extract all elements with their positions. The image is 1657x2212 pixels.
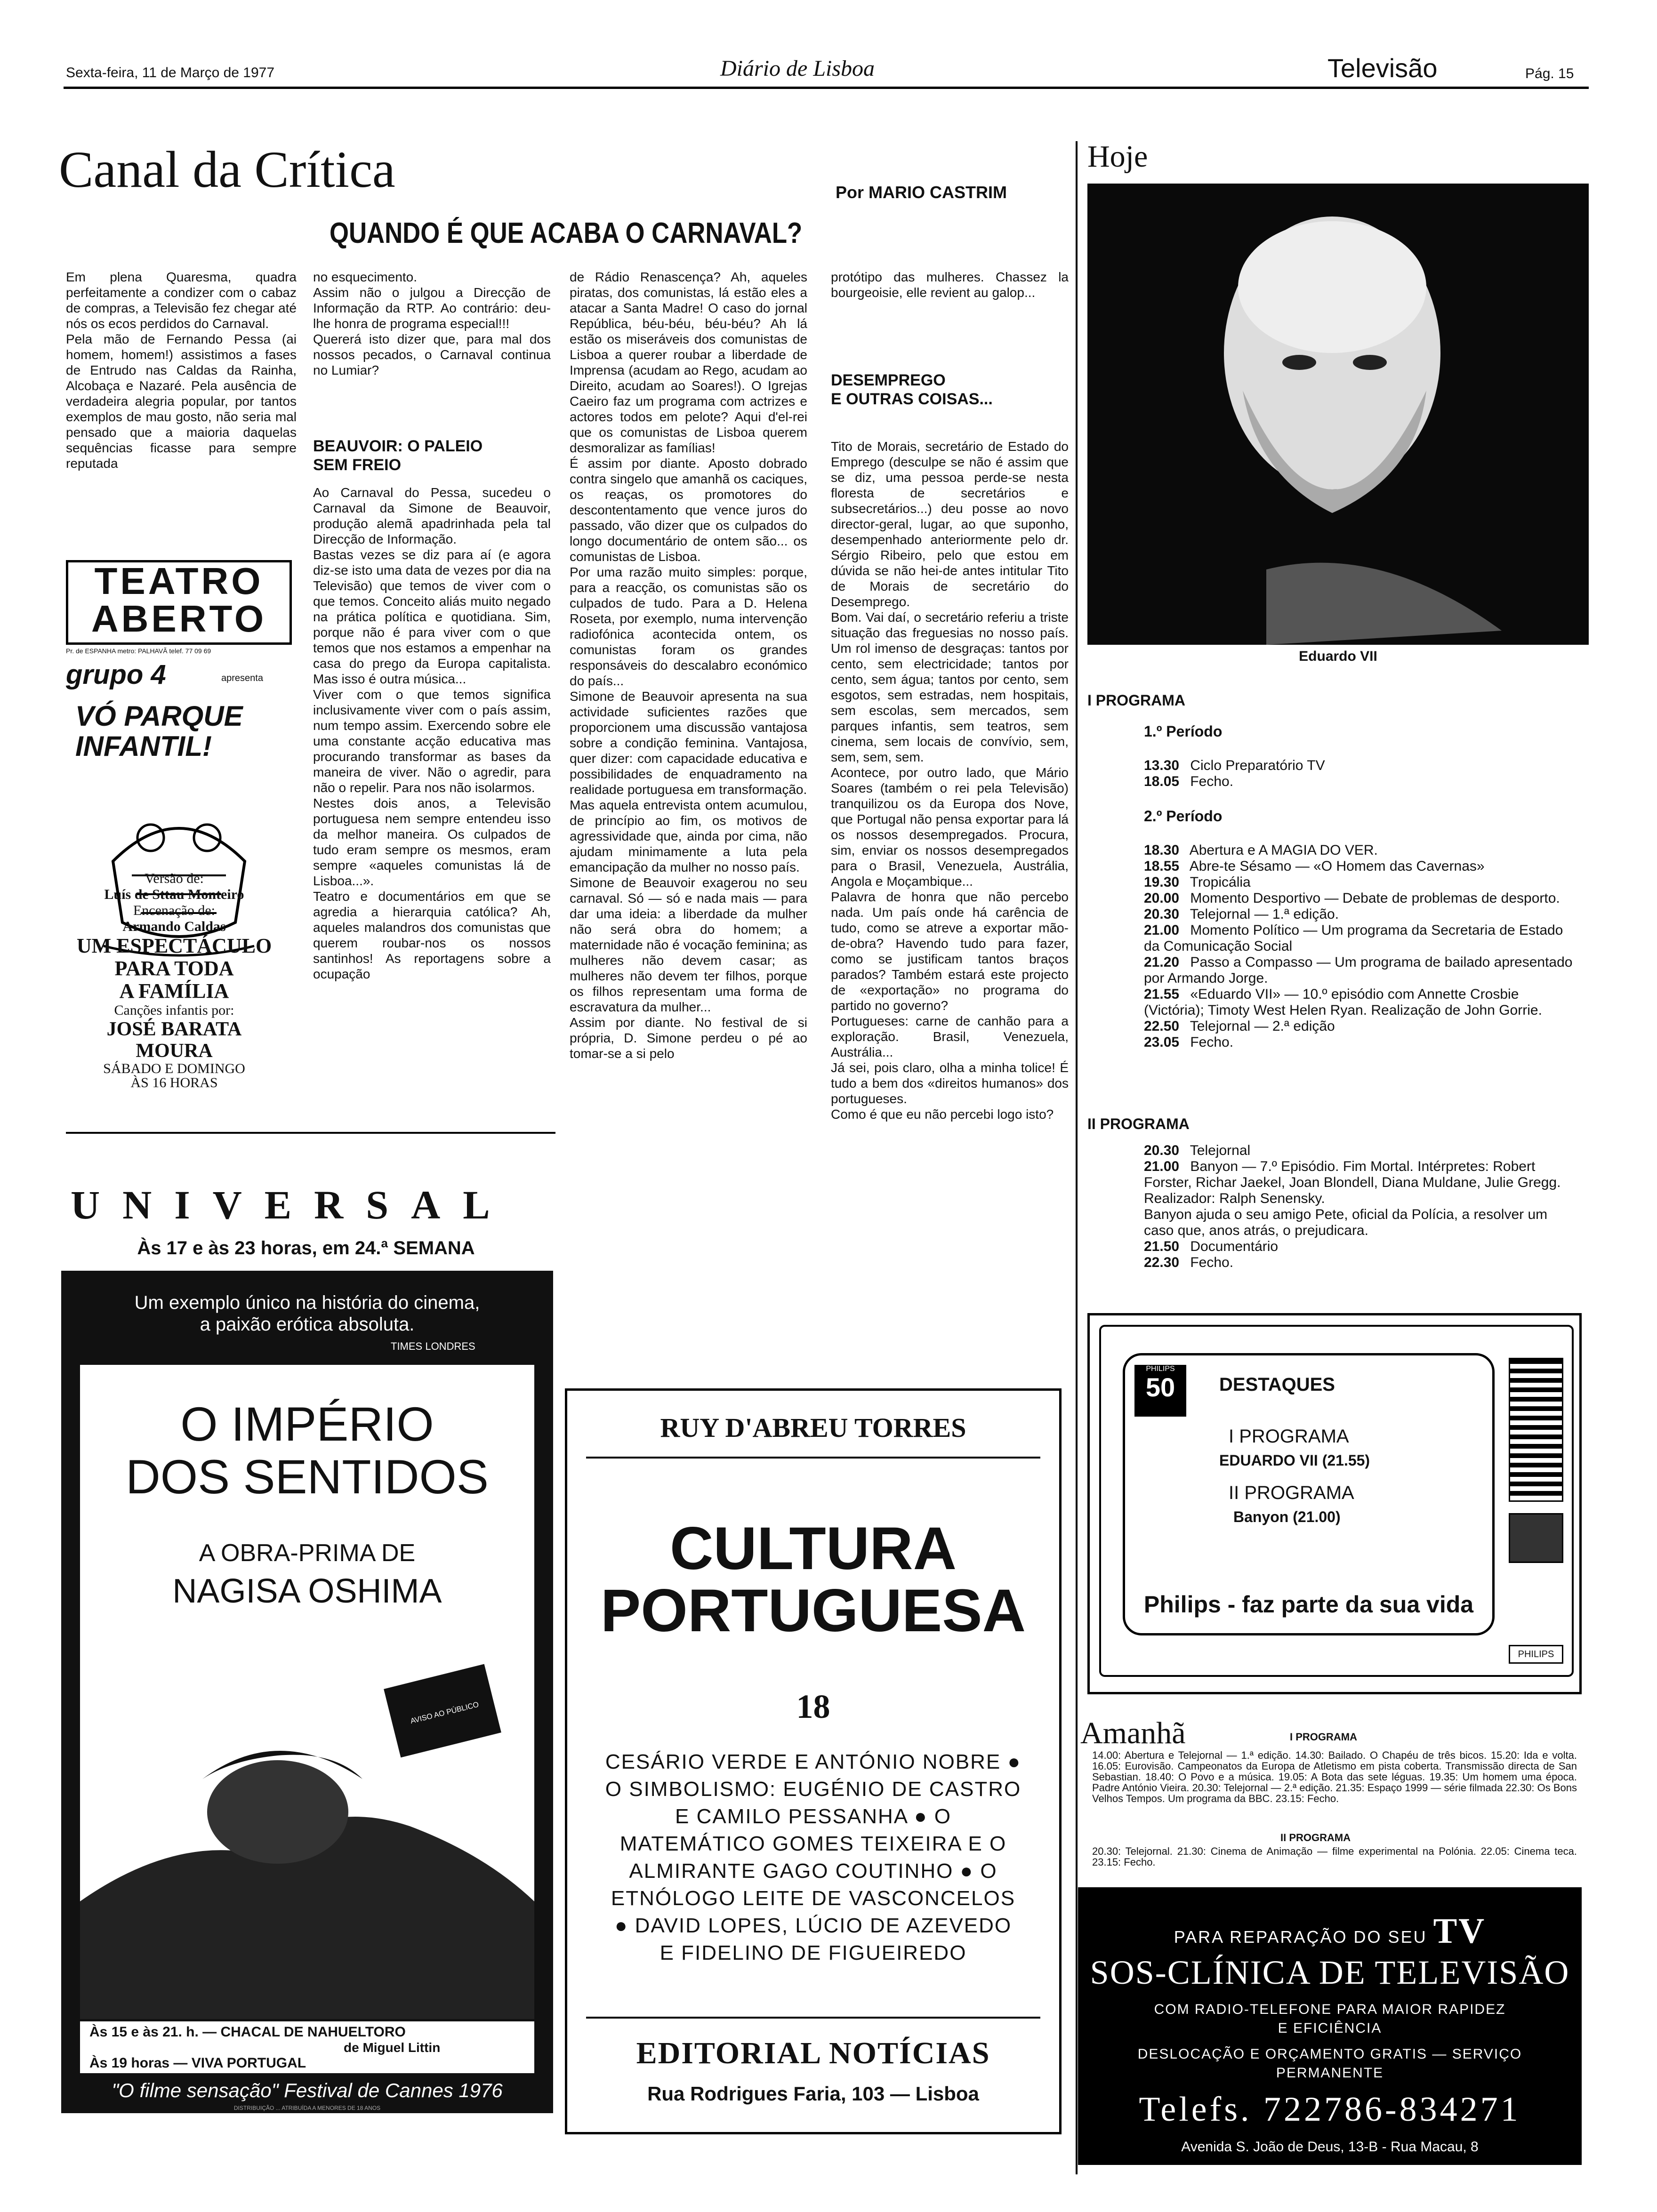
destaques-prog1-show: EDUARDO VII (21.55) (1219, 1452, 1370, 1469)
listing-row: 18.05 Fecho. (1144, 774, 1234, 789)
listing-row: 21.55 «Eduardo VII» — 10.º episódio com Annette Crosbie (Victória); Timoty West Helen Ryan. Realização de John Gorrie. (1144, 986, 1542, 1018)
teatro-logo: TEATRO ABERTO (66, 560, 292, 645)
teatro-aberto-ad (66, 560, 292, 1106)
article-col4a: protótipo das mulheres. Chassez la bourgeoisie, elle revient au galop... (831, 270, 1069, 300)
direction-label: Encenação de: (133, 903, 216, 918)
version-author: Luís de Sttau Monteiro (104, 887, 244, 902)
book-rule-bottom (586, 2017, 1040, 2019)
issue-date: Sexta-feira, 11 de Março de 1977 (66, 65, 275, 80)
direction-name: Armando Caldas (122, 919, 226, 934)
listing-row: 13.30 Ciclo Preparatório TV (1144, 758, 1325, 773)
schedule: SÁBADO E DOMINGO ÀS 16 HORAS (103, 1061, 245, 1090)
listing-row: 20.30 Telejornal (1144, 1143, 1251, 1158)
philips-ad (1087, 1313, 1582, 1694)
book-volume: 18 (796, 1688, 830, 1725)
listing-row: 22.50 Telejornal — 2.ª edição (1144, 1018, 1335, 1034)
sos-line2: COM RADIO-TELEFONE PARA MAIOR RAPIDEZ E EFICIÊNCIA (1154, 2002, 1506, 2036)
section-rule (66, 1132, 555, 1134)
period1-list (1144, 758, 1577, 790)
presents-label: apresenta (221, 673, 263, 683)
destaques-prog2-show: Banyon (21.00) (1233, 1508, 1341, 1525)
listing-row: 21.00 Momento Político — Um programa da Secretaria de Estado da Comunicação Social (1144, 922, 1563, 954)
article-col3: de Rádio Renascença? Ah, aqueles piratas, dos comunistas, lá estão eles a atacar a Santa Madre! O caso do jornal República, béu-béu, béu-béu? Ah lá estão os miseráveis dos comunistas de Lisboa a querer roubar a liberdade de Imprensa (acudam ao Rego, acudam ao Direito, acudam ao Soares!). O Igrejas Caeiro faz um programa com actrizes e actores todos em pelote? Aqui d'el-rei que os comunistas de Lisboa querem desmoralizar as famílias! É assim por diante. Aposto dobrado contra singelo que amanhã os caciques, os reaças, os promotores do descontentamento que vence juros do passado, vão dizer que os culpados do longo documentário de ontem são... os comunistas de Lisboa. Por uma razão muito simples: porque, para a reacção, os comunistas são os culpados de tudo. Para a D. Helena Roseta, por exemplo, numa intervenção radiofónica acontecida ontem, os comunistas foram os grandes responsáveis do descalabro económico do país... Simone de Beauvoir apresenta na sua actividade suficientes razões que proporcionem uma discussão vantajosa sobre a condição feminina. Vantajosa, quer dizer: com capacidade educativa e possibilidades de enquadramento na realidade portuguesa em transformação. Mas aquela entrevista ontem acumulou, de princípio ao fim, os motivos de agressividade que, ainda por cima, não ajudam minimamente a luta pela emancipação da mulher no nosso país. Simone de Beauvoir exagerou no seu carnaval. Só — só e nada mais — para dar uma ideia: a liberdade da mulher não será obra do homem; a maternidade não é vocação feminina; as mulheres não devem casar; as mulheres não devem ter filhos, porque os filhos representam uma forma de escravatura da mulher... Assim por diante. No festival de si própria, D. Simone perdeu o pé ao tomar-se a si pelo (570, 270, 807, 1061)
festival-line: "O filme sensação" Festival de Cannes 1976 (112, 2079, 503, 2101)
section-title: Televisão (1327, 53, 1438, 83)
ad-footer: DISTRIBUIÇÃO ... ATRIBUÍDA A MENORES DE 18 ANOS (233, 2105, 381, 2111)
tagline: UM ESPECTÁCULO PARA TODA A FAMÍLIA (76, 934, 272, 1002)
showtimes-panel (80, 2021, 534, 2073)
quote-source: TIMES LONDRES (391, 1340, 475, 1352)
listing-row: 18.30 Abertura e A MAGIA DO VER. (1144, 842, 1378, 858)
philips-badge (1134, 1365, 1186, 1417)
listing-row: 21.20 Passo a Compasso — Um programa de bailado apresentado por Armando Jorge. (1144, 954, 1573, 986)
philips-label: PHILIPS (1509, 1645, 1563, 1664)
amanha-title: Amanhã (1080, 1716, 1186, 1750)
showtime-2: Às 19 horas — VIVA PORTUGAL (89, 2055, 306, 2071)
book-ad (565, 1388, 1062, 2134)
badge-brand: PHILIPS (1146, 1365, 1175, 1373)
film-kicker: A OBRA-PRIMA DE (199, 1539, 416, 1567)
article-col1: Em plena Quaresma, quadra perfeitamente a condizer com o cabaz de compras, a Televisão fez chegar até nós os ecos perdidos do Carnaval. Pela mão de Fernando Pessa (ai homem, homem!) assistimos a fases de Entrudo nas Caldas da Rainha, Alcobaça e Nazaré. Pela ausência de verdadeira alegria popular, por tantos exemplos de mau gosto, não seria mal pensado que a maioria daquelas sequências ficasse para sempre reputada (66, 270, 297, 471)
page-number: Pág. 15 (1525, 66, 1574, 81)
listing-row: 23.05 Fecho. (1144, 1034, 1234, 1050)
eduardo-vii-photo (1087, 184, 1589, 645)
listing-row: 21.50 Documentário (1144, 1239, 1279, 1254)
tv-screen (1123, 1353, 1495, 1635)
listing-row: 20.30 Telejornal — 1.ª edição. (1144, 906, 1339, 922)
teatro-address: Pr. de ESPANHA metro: PALHAVÃ telef. 77 09 69 (66, 647, 211, 655)
masthead: Diário de Lisboa (720, 56, 875, 81)
sos-ad (1078, 1887, 1582, 2165)
hoje-title: Hoje (1087, 139, 1148, 174)
destaques-title: DESTAQUES (1219, 1374, 1335, 1395)
speaker-grille (1509, 1358, 1563, 1502)
subhead-desemprego: DESEMPREGO E OUTRAS COISAS... (831, 371, 993, 408)
philips-slogan: Philips - faz parte da sua vida (1143, 1591, 1474, 1618)
publisher: EDITORIAL NOTÍCIAS (636, 2036, 990, 2070)
showtime-1-director: de Miguel Littin (344, 2040, 441, 2055)
subhead-beauvoir: BEAUVOIR: O PALEIO SEM FREIO (313, 437, 483, 474)
sos-intro: PARA REPARAÇÃO DO SEU (1174, 1927, 1427, 1947)
publisher-address: Rua Rodrigues Faria, 103 — Lisboa (647, 2083, 979, 2105)
amanha-prog2: II PROGRAMA (1280, 1832, 1351, 1843)
sos-line1 (1078, 1911, 1582, 1952)
prog2-label: II PROGRAMA (1087, 1115, 1190, 1132)
amanha-prog1-text: 14.00: Abertura e Telejornal — 1.ª edição. 14.30: Bailado. O Chapéu de três bicos. 15.20: Ida e volta. 16.05: Eurovisão. Campeonatos da Europa de Atletismo em pista coberta. Transmissão directa de San Sebastian. 18.40: O Povo e a música. 19.05: A Bota das sete léguas. 19.35: Um homem uma época. Padre António Vieira. 20.30: Telejornal — 2.ª edição. 21.35: Espaço 1999 — série filmada 22.30: Os Bons Velhos Tempos. Um programa da BBC. 23.15: Fecho. (1092, 1749, 1577, 1804)
article-col2b: Ao Carnaval do Pessa, sucedeu o Carnaval da Simone de Beauvoir, produção alemã apadrinhada pela tal Direcção de Informação. Bastas vezes se diz para aí (e agora diz-se isto uma data de vezes por dia na Televisão) que temos de viver com o que temos. Conceito aliás muito negado na prática política e quotidiana. Sim, porque não é para viver com o que temos que nos estamos a empenhar na casa do prego da Europa capitalista. Mas isso é outra música... Viver com o que temos significa inclusivamente viver com o país assim, num tempo assim. Exercendo sobre ele uma constante acção educativa mas procurando transformar as bases da maneira de viver. Não o agredir, para não o repelir. Para nos não isolarmos. Nestes dois anos, a Televisão portuguesa nem sempre entendeu isso da melhor maneira. Os culpados de tudo eram sempre os mesmos, eram sempre «aqueles comunistas lá de Lisboa...». Teatro e documentários em que se agredia a hierarquia católica? Ah, aqueles malandros dos comunistas que querem roubar-nos os nossos santinhos! As reportagens sobre a ocupação (313, 485, 551, 981)
listing-row: 22.30 Fecho. (1144, 1255, 1234, 1270)
amanha-prog1: I PROGRAMA (1290, 1731, 1357, 1743)
songs-label: Canções infantis por: (114, 1002, 234, 1018)
sos-tv: TV (1433, 1911, 1486, 1951)
poster-panel (80, 1365, 534, 2019)
showtime-1: Às 15 e às 21. h. — CHACAL DE NAHUELTORO (89, 2024, 406, 2040)
prog2-list (1144, 1143, 1577, 1271)
listing-row: 21.00 Banyon — 7.º Episódio. Fim Mortal. Intérpretes: Robert Forster, Richar Jaekel, Joan Blondell, Diana Muldane, Julie Gregg. Realizador: Ralph Senensky. Banyon ajuda o seu amigo Pete, oficial da Polícia, a resolver um caso que, anos atrás, o prejudicara. (1144, 1159, 1561, 1238)
listing-row: 19.30 Tropicália (1144, 874, 1251, 890)
sos-address: Avenida S. João de Deus, 13-B - Rua Macau, 8 (1181, 2139, 1479, 2155)
film-ad (61, 1271, 553, 2113)
listing-row: 20.00 Momento Desportivo — Debate de problemas de desporto. (1144, 890, 1560, 906)
byline: Por MARIO CASTRIM (836, 183, 1007, 202)
sos-name: SOS-CLÍNICA DE TELEVISÃO (1090, 1954, 1570, 1991)
book-contents: CESÁRIO VERDE E ANTÓNIO NOBRE ● O SIMBOLISMO: EUGÉNIO DE CASTRO E CAMILO PESSANHA ● O MATEMÁTICO GOMES TEIXEIRA E O ALMIRANTE GAGO COUTINHO ● O ETNÓLOGO LEITE DE VASCONCELOS ● DAVID LOPES, LÚCIO DE AZEVEDO E FIDELINO DE FIGUEIREDO (605, 1750, 1022, 1964)
control-panel (1509, 1513, 1563, 1563)
badge-years: 50 (1145, 1372, 1175, 1402)
cinema-times: Às 17 e às 23 horas, em 24.ª SEMANA (137, 1238, 475, 1258)
photo-caption: Eduardo VII (1299, 649, 1377, 664)
play-title: VÓ PARQUE INFANTIL! (75, 700, 243, 762)
destaques-prog2: II PROGRAMA (1229, 1483, 1354, 1503)
sos-line3: DESLOCAÇÃO E ORÇAMENTO GRATIS — SERVIÇO PERMANENTE (1137, 2046, 1522, 2081)
book-rule (586, 1457, 1040, 1459)
destaques-prog1: I PROGRAMA (1229, 1426, 1349, 1447)
amanha-prog2-text: 20.30: Telejornal. 21.30: Cinema de Animação — filme experimental na Polónia. 22.05: Cinema teca. 23.15: Fecho. (1092, 1845, 1577, 1868)
headline: QUANDO É QUE ACABA O CARNAVAL? (330, 217, 803, 249)
version-label: Versão de: (145, 871, 204, 886)
company-name: grupo 4 (66, 659, 166, 690)
film-title: O IMPÉRIO DOS SENTIDOS (126, 1397, 489, 1504)
film-director: NAGISA OSHIMA (172, 1572, 442, 1610)
article-col2a: no esquecimento. Assim não o julgou a Direcção de Informação da RTP. Ao contrário: deu-lhe honra de programa especial!!! Quererá isto dizer que, para mal dos nossos pecados, o Carnaval continua no Lumiar? (313, 270, 551, 377)
songs-author: JOSÉ BARATA MOURA (106, 1018, 242, 1062)
listing-row: 18.55 Abre-te Sésamo — «O Homem das Cavernas» (1144, 858, 1485, 874)
column-divider (1076, 141, 1078, 2174)
header-rule (64, 87, 1589, 89)
warning-stamp: AVISO AO PÚBLICO (410, 1700, 480, 1726)
period-2: 2.º Período (1144, 808, 1223, 825)
period2-list (1144, 842, 1577, 1050)
cinema-name: UNIVERSAL (71, 1182, 513, 1227)
prog1-label: I PROGRAMA (1087, 692, 1185, 709)
column-title: Canal da Crítica (59, 141, 395, 198)
book-author: RUY D'ABREU TORRES (660, 1412, 966, 1443)
article-col4b: Tito de Morais, secretário de Estado do Emprego (desculpe se não é assim que se diz, uma pessoa perde-se nesta floresta de secretários e subsecretários...) deu posse ao novo director-geral, lugar, ao que suponho, desempenhado anteriormente pelo dr. Sérgio Ribeiro, pelo que estou em dúvida se não hei-de antes intitular Tito de Morais de secretário do Desemprego. Bom. Vai daí, o secretário referiu a triste situação das freguesias no nosso país. Um rol imenso de desgraças: tantos por cento, sem electricidade; tantos por cento, sem água; tantos por cento, sem esgotos, sem estradas, nem hospitais, sem escolas, sem mercados, sem parques infantis, sem teatros, sem cinema, sem locais de convívio, sem, sem, sem, sem. Acontece, por outro lado, que Mário Soares (também o rei pela Televisão) tranquilizou os da Europa dos Nove, que Portugal não pensa exportar para lá os nossos desempregados. Procura, sim, enviar os nossos desempregados para o Brasil, Venezuela, Austrália, Angola e Moçambique... Palavra de honra que não percebo nada. Um país onde há carência de tudo, como se atreve a exportar mão-de-obra? Havendo tudo para fazer, como se justificam tantos braços parados? Também estará este projecto de «exportação» no programa do partido no governo? Portugueses: carne de canhão para a exploração. Brasil, Venezuela, Austrália... Já sei, pois claro, olha a minha tolice! É tudo a bem dos «direitos humanos» dos portugueses. Como é que eu não percebi logo isto? (831, 439, 1069, 1122)
book-title: CULTURA PORTUGUESA (600, 1515, 1026, 1644)
period-1: 1.º Período (1144, 723, 1223, 740)
sos-phones: Telefs. 722786-834271 (1139, 2090, 1521, 2129)
film-quote: Um exemplo único na história do cinema, a paixão erótica absoluta. (134, 1292, 480, 1335)
